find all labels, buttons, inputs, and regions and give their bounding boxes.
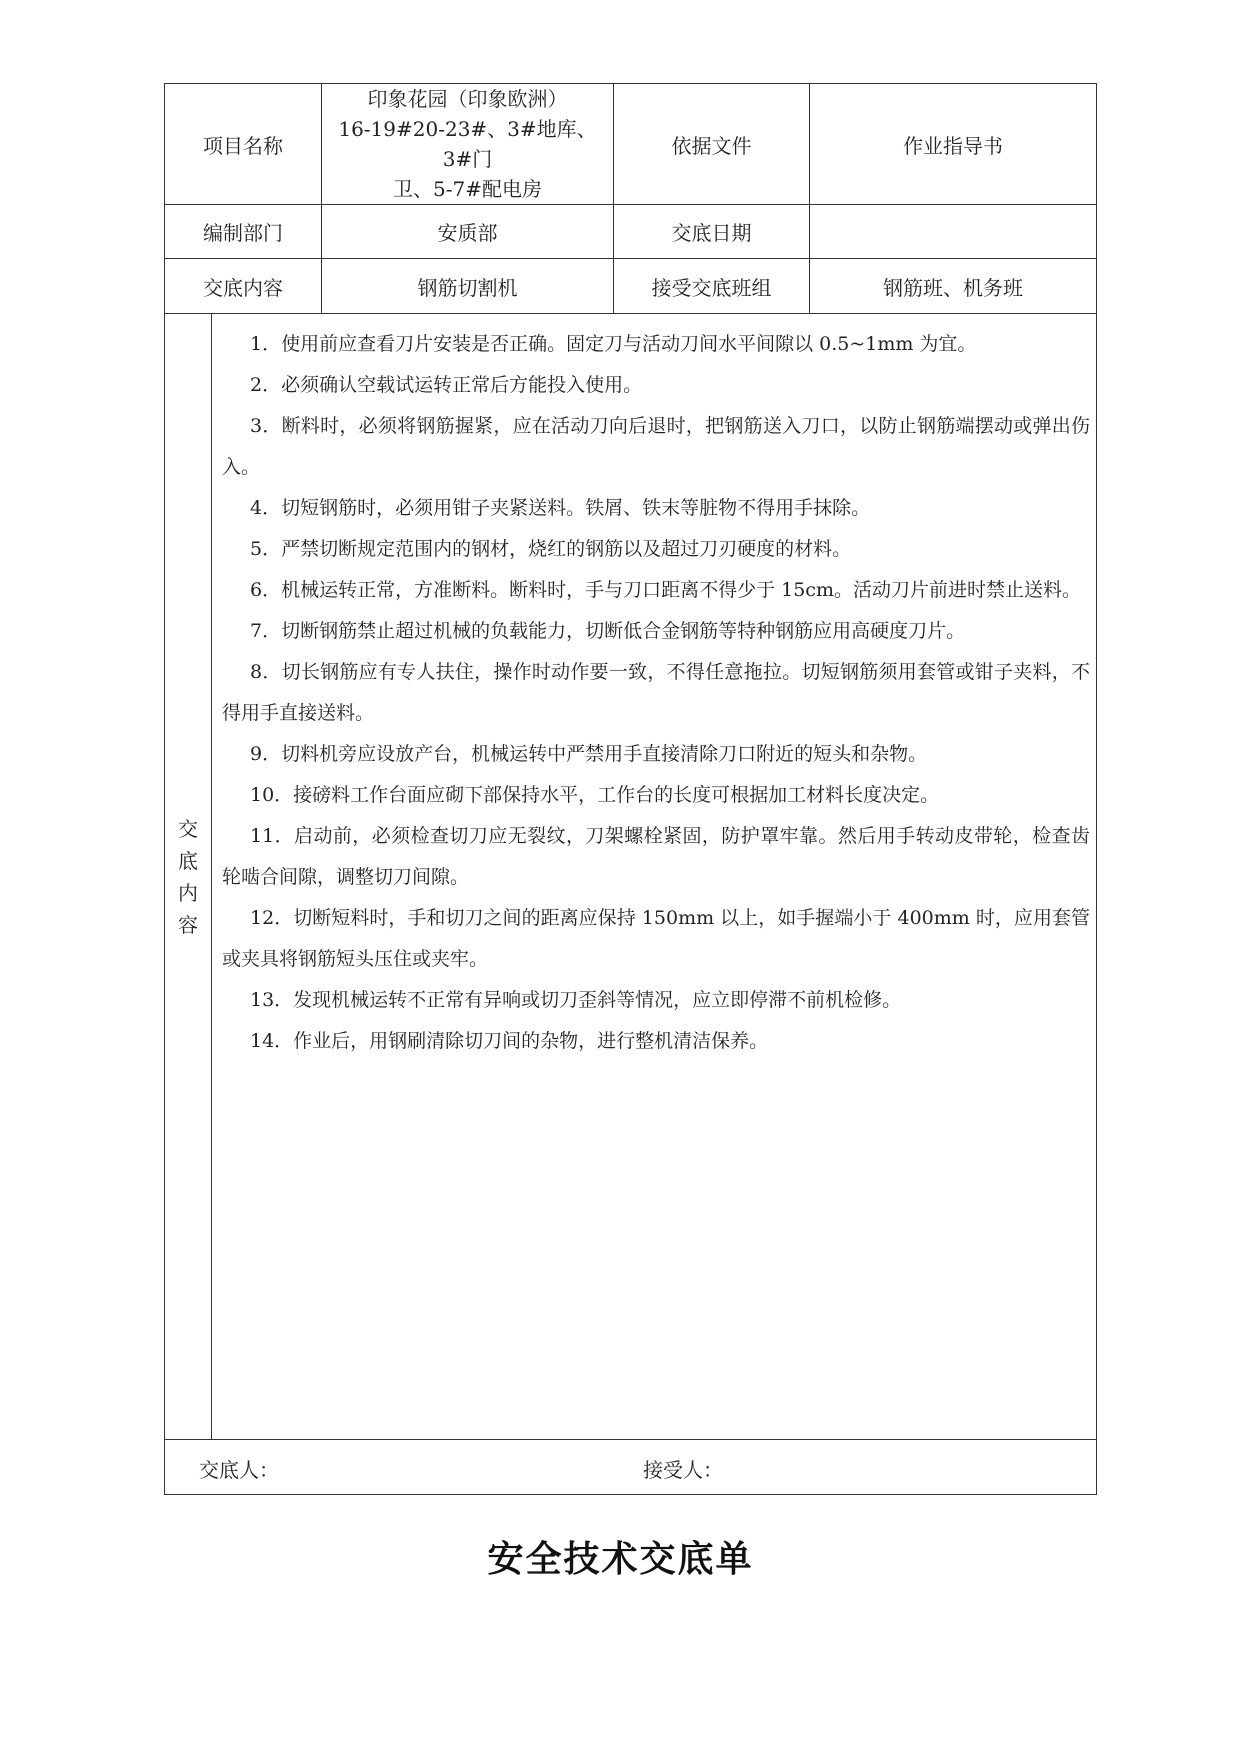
briefing-giver-label: 交底人： [199,1458,279,1482]
briefing-item: 10．接磅料工作台面应砌下部保持水平，工作台的长度可根据加工材料长度决定。 [250,784,940,806]
label-char: 容 [178,912,198,937]
briefing-item: 8．切长钢筋应有专人扶住，操作时动作要一致，不得任意拖拉。切短钢筋须用套管或钳子夹料，不得用手直接送料。 [222,661,1090,724]
briefing-item: 12．切断短料时，手和切刀之间的距离应保持 150mm 以上，如手握端小于 400mm 时，应用套管或夹具将钢筋短头压住或夹牢。 [222,907,1090,970]
vertical-label [178,813,198,941]
briefing-date-value [810,205,1097,259]
receiving-team-value: 钢筋班、机务班 [810,259,1097,314]
project-name-line: 16-19#20-23#、3#地库、3#门 [338,117,597,171]
briefing-item: 4．切短钢筋时，必须用钳子夹紧送料。铁屑、铁末等脏物不得用手抹除。 [250,497,871,519]
content-row [165,314,1097,1440]
label-char: 底 [178,848,198,873]
next-page-title: 安全技术交底单 [487,1538,754,1580]
signature-row [165,1440,1097,1495]
subject-row [165,259,1097,314]
label-char: 内 [178,880,198,905]
briefing-item: 5．严禁切断规定范围内的钢材，烧红的钢筋以及超过刀刃硬度的材料。 [250,538,852,560]
briefing-content [212,314,1097,1440]
briefing-item: 13．发现机械运转不正常有异响或切刀歪斜等情况，应立即停滞不前机检修。 [250,989,902,1011]
briefing-item: 1．使用前应查看刀片安装是否正确。固定刀与活动刀间水平间隙以 0.5~1mm 为宜。 [250,333,977,355]
briefing-item: 2．必须确认空载试运转正常后方能投入使用。 [250,374,643,396]
briefing-item: 14．作业后，用钢刷清除切刀间的杂物，进行整机清洁保养。 [250,1030,769,1052]
basis-document-value: 作业指导书 [810,84,1097,205]
label-char: 交 [178,816,198,841]
content-section-label [165,314,212,1440]
department-label: 编制部门 [165,205,322,259]
briefing-item: 9．切料机旁应设放产台，机械运转中严禁用手直接清除刀口附近的短头和杂物。 [250,743,928,765]
project-name-value [322,84,614,205]
receiving-team-label: 接受交底班组 [614,259,810,314]
briefing-item: 11．启动前，必须检查切刀应无裂纹，刀架螺栓紧固，防护罩牢靠。然后用手转动皮带轮，检查齿轮啮合间隙，调整切刀间隙。 [222,825,1090,888]
briefing-item: 3．断料时，必须将钢筋握紧，应在活动刀向后退时，把钢筋送入刀口，以防止钢筋端摆动或弹出伤入。 [222,415,1090,478]
project-name-line: 印象花园（印象欧洲） [367,87,568,111]
basis-document-label: 依据文件 [614,84,810,205]
department-row [165,205,1097,259]
briefing-date-label: 交底日期 [614,205,810,259]
project-name-line: 卫、5-7#配电房 [393,177,542,201]
safety-briefing-table [164,83,1097,1495]
signature-cell [165,1440,1097,1495]
project-name-label: 项目名称 [165,84,322,205]
department-value: 安质部 [322,205,614,259]
briefing-item: 7．切断钢筋禁止超过机械的负载能力，切断低合金钢筋等特种钢筋应用高硬度刀片。 [250,620,966,642]
briefing-subject-value: 钢筋切割机 [322,259,614,314]
briefing-item: 6．机械运转正常，方准断料。断料时，手与刀口距离不得少于 15cm。活动刀片前进时禁止送料。 [250,579,1081,601]
briefing-receiver-label: 接受人： [643,1458,723,1482]
briefing-subject-label: 交底内容 [165,259,322,314]
project-row [165,84,1097,205]
